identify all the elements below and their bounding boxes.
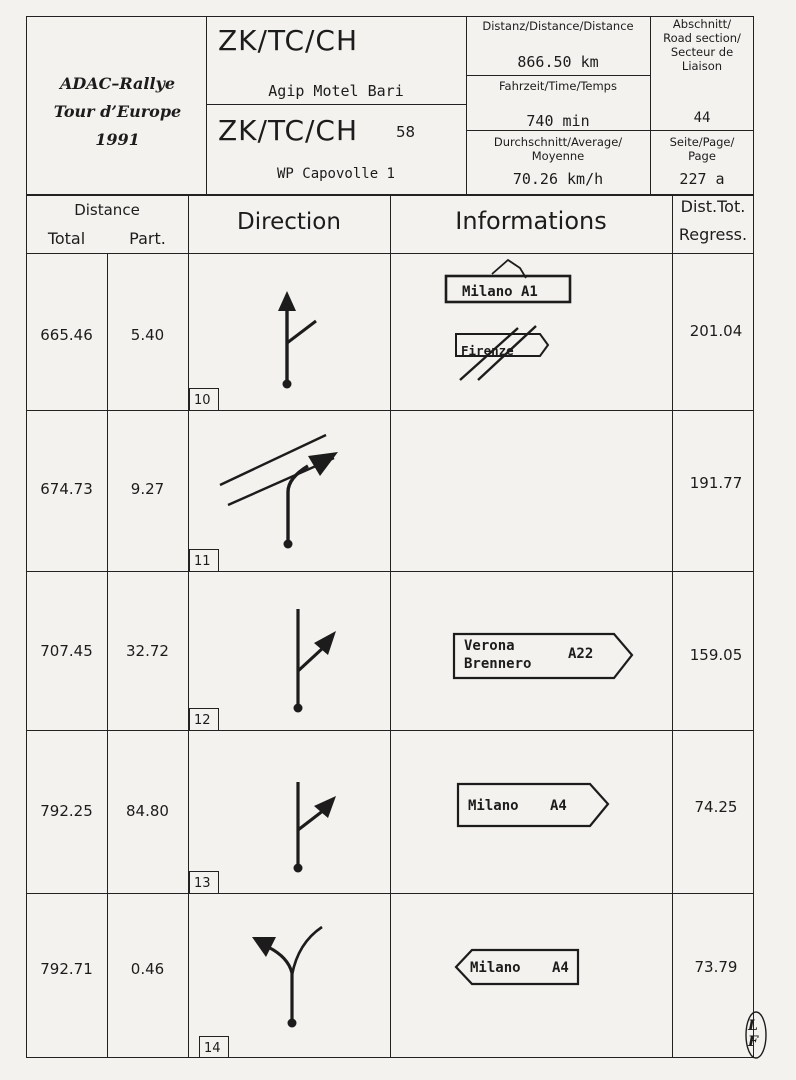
event-line-2: Tour d’Europe bbox=[53, 102, 182, 121]
distance-value: 866.50 km bbox=[517, 53, 599, 71]
row-12-total: 707.45 bbox=[40, 642, 93, 660]
row-14-sign-text: Milano bbox=[470, 960, 521, 976]
row-11-regress: 191.77 bbox=[689, 474, 743, 492]
page-label-1: Seite/Page/ bbox=[669, 135, 735, 149]
row-10-total: 665.46 bbox=[40, 326, 93, 344]
control-place-bottom: WP Capovolle 1 bbox=[276, 166, 395, 182]
row-13-regress: 74.25 bbox=[694, 798, 738, 816]
row-14-regress: 73.79 bbox=[694, 958, 738, 976]
header-row-line bbox=[26, 253, 754, 254]
col-header-distance: Distance bbox=[74, 201, 140, 219]
row-14-sign-road: A4 bbox=[552, 960, 569, 976]
row-11-direction-arrow-icon bbox=[188, 410, 390, 571]
row-13-part: 84.80 bbox=[126, 802, 169, 820]
control-place-top: Agip Motel Bari bbox=[268, 82, 404, 100]
average-label-2: Moyenne bbox=[531, 149, 585, 163]
row-11-index: 11 bbox=[189, 549, 219, 571]
col-line-regress bbox=[672, 195, 673, 1058]
row-line-2 bbox=[26, 571, 754, 572]
row-10-direction-arrow-icon bbox=[188, 253, 390, 410]
row-13-index: 13 bbox=[189, 871, 219, 893]
row-11-part: 9.27 bbox=[130, 480, 165, 498]
page-label-2: Page bbox=[688, 149, 716, 163]
row-line-4 bbox=[26, 893, 754, 894]
row-12-index: 12 bbox=[189, 708, 219, 730]
row-line-3 bbox=[26, 730, 754, 731]
row-11-total: 674.73 bbox=[40, 480, 93, 498]
control-code-top: ZK/TC/CH bbox=[218, 24, 359, 57]
row-13-direction-arrow-icon bbox=[188, 730, 390, 893]
header-right-line-1 bbox=[466, 75, 650, 76]
row-10-sign-2-text: Firenze bbox=[461, 343, 514, 358]
col-header-informations: Informations bbox=[455, 207, 607, 235]
time-value: 740 min bbox=[526, 112, 590, 130]
row-12-sign-line-2: Brennero bbox=[464, 656, 532, 672]
section-label-3: Secteur de bbox=[670, 45, 734, 59]
signature-oval bbox=[744, 1010, 768, 1060]
page-value: 227 a bbox=[679, 170, 725, 188]
row-10-sign-milano-a1 bbox=[440, 258, 580, 388]
row-13-total: 792.25 bbox=[40, 802, 93, 820]
row-10-regress: 201.04 bbox=[689, 322, 743, 340]
row-line-1 bbox=[26, 410, 754, 411]
row-12-sign-road: A22 bbox=[568, 646, 594, 662]
col-header-dist-tot: Dist.Tot. bbox=[680, 197, 746, 216]
signature-initials: LF bbox=[748, 1018, 758, 1050]
row-14-part: 0.46 bbox=[130, 960, 165, 978]
row-14-direction-arrow-icon bbox=[188, 893, 390, 1058]
event-line-3: 1991 bbox=[95, 130, 140, 149]
section-value: 44 bbox=[693, 110, 711, 126]
event-line-1: ADAC–Rallye bbox=[59, 74, 176, 93]
row-10-index: 10 bbox=[189, 388, 219, 410]
control-code-bottom: ZK/TC/CH bbox=[218, 114, 359, 147]
section-label-2: Road section/ bbox=[663, 31, 741, 45]
row-10-part: 5.40 bbox=[130, 326, 165, 344]
header-mid-line bbox=[206, 104, 466, 105]
col-header-direction: Direction bbox=[237, 209, 341, 235]
section-label-1: Abschnitt/ bbox=[672, 17, 732, 31]
average-label-1: Durchschnitt/Average/ bbox=[493, 135, 623, 149]
header-divider-2 bbox=[466, 16, 467, 195]
col-header-part: Part. bbox=[129, 229, 166, 248]
col-header-regress: Regress. bbox=[678, 225, 748, 244]
section-label-4: Liaison bbox=[681, 59, 723, 73]
row-12-part: 32.72 bbox=[126, 642, 169, 660]
average-value: 70.26 km/h bbox=[512, 170, 604, 188]
control-code-bottom-num: 58 bbox=[396, 123, 416, 141]
row-13-sign-road: A4 bbox=[550, 798, 567, 814]
col-line-informations bbox=[390, 195, 391, 1058]
time-label: Fahrzeit/Time/Temps bbox=[499, 79, 617, 93]
row-12-direction-arrow-icon bbox=[188, 571, 390, 730]
row-10-sign-1-text: Milano A1 bbox=[462, 284, 538, 300]
row-13-sign-text: Milano bbox=[468, 798, 519, 814]
row-14-total: 792.71 bbox=[40, 960, 93, 978]
row-14-index: 14 bbox=[199, 1036, 229, 1058]
event-title bbox=[30, 70, 205, 154]
distance-label: Distanz/Distance/Distance bbox=[482, 19, 634, 33]
header-right-line-2 bbox=[466, 130, 754, 131]
col-header-total: Total bbox=[47, 229, 86, 248]
row-12-sign-line-1: Verona bbox=[464, 638, 515, 654]
row-12-regress: 159.05 bbox=[689, 646, 743, 664]
